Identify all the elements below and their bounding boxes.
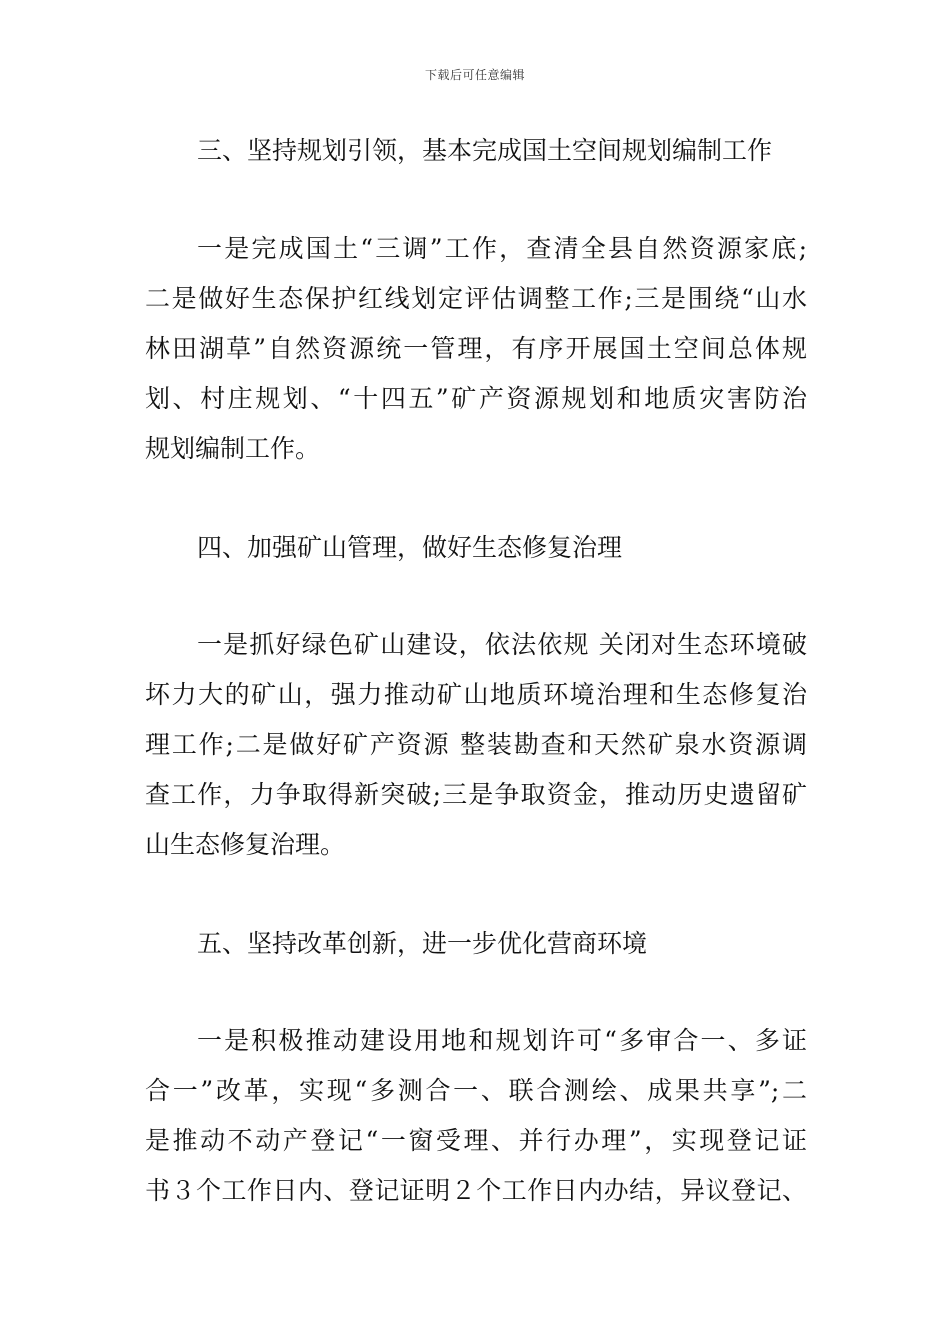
section-heading-4: 四、加强矿山管理，做好生态修复治理	[197, 533, 623, 562]
section-paragraph-4	[145, 620, 807, 870]
paragraph-line: 划、村庄规划、“十四五”矿产资源规划和地质灾害防治	[145, 384, 807, 413]
paragraph-line: 合一”改革，实现“多测合一、联合测绘、成果共享”;二	[145, 1076, 807, 1105]
section-paragraph-3	[145, 224, 807, 474]
section-heading-3: 三、坚持规划引领，基本完成国土空间规划编制工作	[197, 136, 773, 165]
paragraph-line: 规划编制工作。	[145, 434, 321, 463]
section-heading-5: 五、坚持改革创新，进一步优化营商环境	[197, 929, 648, 958]
paragraph-line: 林田湖草”自然资源统一管理，有序开展国土空间总体规	[145, 334, 807, 363]
paragraph-line: 二是做好生态保护红线划定评估调整工作;三是围绕“山水	[145, 284, 807, 313]
paragraph-line: 理工作;二是做好矿产资源 整装勘查和天然矿泉水资源调	[145, 730, 807, 759]
paragraph-line: 坏力大的矿山，强力推动矿山地质环境治理和生态修复治	[145, 680, 807, 709]
paragraph-line: 书３个工作日内、登记证明２个工作日内办结，异议登记、	[145, 1176, 807, 1205]
paragraph-line: 一是完成国土“三调”工作，查清全县自然资源家底;	[197, 234, 807, 263]
paragraph-line: 山生态修复治理。	[145, 830, 346, 859]
header-note: 下载后可任意编辑	[424, 68, 525, 82]
paragraph-line: 是推动不动产登记“一窗受理、并行办理”，实现登记证	[145, 1126, 807, 1155]
paragraph-line: 查工作，力争取得新突破;三是争取资金，推动历史遗留矿	[145, 780, 807, 809]
paragraph-line: 一是抓好绿色矿山建设，依法依规 关闭对生态环境破	[197, 630, 807, 659]
paragraph-line: 一是积极推动建设用地和规划许可“多审合一、多证	[197, 1026, 807, 1055]
section-paragraph-5	[145, 1016, 807, 1216]
